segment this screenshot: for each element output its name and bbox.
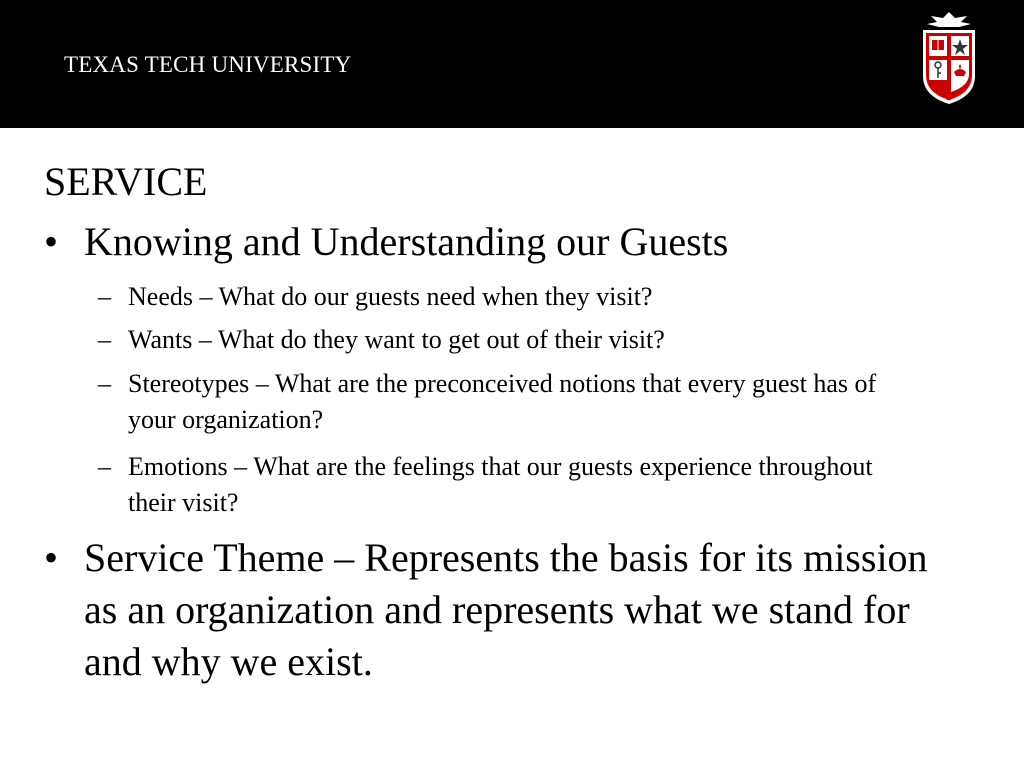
bullet-marker: • xyxy=(44,219,59,264)
sub-bullet-text: Emotions – What are the feelings that our guests experience throughout their visit? xyxy=(128,452,873,517)
sub-bullet-marker: – xyxy=(98,369,111,398)
sub-bullet-marker: – xyxy=(98,282,111,311)
sub-bullet-marker: – xyxy=(98,452,111,481)
sub-bullet-text: Stereotypes – What are the preconceived notions that every guest has of your organization? xyxy=(128,369,877,434)
bullet-marker: • xyxy=(44,535,59,580)
bullet-text: Knowing and Understanding our Guests xyxy=(84,219,729,264)
slide-heading: SERVICE xyxy=(44,159,208,204)
sub-bullet-marker: – xyxy=(98,325,111,354)
sub-bullet-text: Needs – What do our guests need when they visit? xyxy=(128,282,653,311)
university-name: TEXAS TECH UNIVERSITY xyxy=(64,52,352,77)
sub-bullet-text: Wants – What do they want to get out of their visit? xyxy=(128,325,665,354)
bullet-text: Service Theme – Represents the basis for its mission as an organization and represents what we stand for and why we exist. xyxy=(84,535,928,684)
